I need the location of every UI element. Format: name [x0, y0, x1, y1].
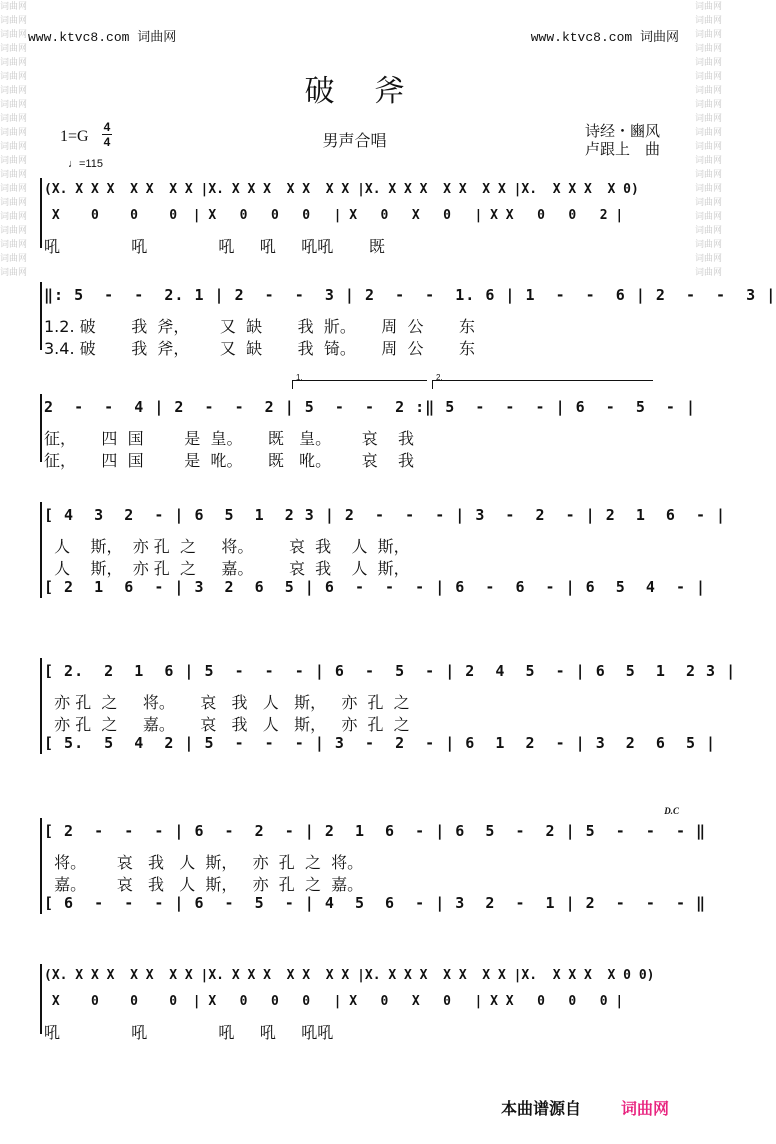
second-ending-label: 2.: [436, 373, 443, 382]
system-bracket: [40, 658, 42, 754]
header-url-right-text: www.ktvc8.com: [530, 30, 633, 45]
system-2-lyric-row: 1.2. 破 我 斧， 又 缺 我 斨。 周 公 东: [44, 317, 476, 336]
system-5-lyric-row: 亦 孔 之 将。 哀 我 人 斯， 亦 孔 之: [44, 693, 410, 712]
watermark-left: 词曲网 词曲网 词曲网 词曲网 词曲网 词曲网 词曲网 词曲网 词曲网 词曲网 词曲网 词曲网 词曲网 词曲网 词曲网 词曲网 词曲网 词曲网 词曲网 词曲网: [0, 2, 28, 278]
song-title: 破斧: [304, 74, 445, 109]
system-bracket: [40, 502, 42, 598]
first-ending-bracket: [292, 373, 427, 389]
system-6-lyric-row: 嘉。 哀 我 人 斯， 亦 孔 之 嘉。: [44, 875, 364, 894]
header-url-left-text: www.ktvc8.com: [28, 30, 130, 45]
meter-top: 4: [103, 120, 111, 134]
header-site-left: 词曲网: [137, 30, 177, 45]
system-6-notes-row: [ 6 - - - | 6 - 5 - | 4 5 6 - | 3 2 - 1 | 2 - - - ‖: [44, 894, 707, 912]
da-capo-marking: D.C: [664, 806, 679, 816]
composer-credit: 卢跟上 曲: [585, 140, 661, 158]
footer-source-text: 本曲谱源自: [500, 1099, 581, 1118]
performance-style: 男声合唱: [322, 131, 387, 150]
system-3-notes-row: 2 - - 4 | 2 - - 2 | 5 - - 2 :‖ 5 - - - | 6 - 5 - |: [44, 398, 696, 416]
system-7-rhythm-row: (X. X X X X X X X |X. X X X X X X X |X. X X X X X X X |X. X X X X 0 0): [44, 968, 655, 983]
key-signature: 1=G: [60, 128, 89, 145]
system-7-rhythm-row: X 0 0 0 | X 0 0 0 | X 0 X 0 | X X 0 0 0 |: [44, 994, 624, 1009]
system-4-lyric-row: 人 斯， 亦 孔 之 嘉。 哀 我 人 斯，: [44, 559, 410, 578]
first-ending-label: 1.: [296, 373, 303, 382]
system-bracket: [40, 818, 42, 914]
meter-bottom: 4: [103, 135, 111, 149]
system-5-lyric-row: 亦 孔 之 嘉。 哀 我 人 斯， 亦 孔 之: [44, 715, 410, 734]
system-1-rhythm-row: (X. X X X X X X X |X. X X X X X X X |X. X X X X X X X |X. X X X X 0): [44, 182, 639, 197]
system-6-lyric-row: 将。 哀 我 人 斯， 亦 孔 之 将。: [44, 853, 364, 872]
system-3-lyric-row: 征， 四 国 是 吪。 既 吪。 哀 我: [44, 451, 415, 470]
system-6-notes-row: [ 2 - - - | 6 - 2 - | 2 1 6 - | 6 5 - 2 | 5 - - - ‖: [44, 822, 707, 840]
system-4-notes-row: [ 4 3 2 - | 6 5 1 2 3 | 2 - - - | 3 - 2 - | 2 1 6 - |: [44, 506, 727, 524]
footer: [501, 1096, 669, 1119]
system-5-notes-row: [ 2. 2 1 6 | 5 - - - | 6 - 5 - | 2 4 5 - | 6 5 1 2 3 |: [44, 662, 737, 680]
system-2-notes-row: ‖: 5 - - 2. 1 | 2 - - 3 | 2 - - 1. 6 | 1 - - 6 | 2 - - 3 |: [44, 286, 776, 304]
header-site-right: 词曲网: [639, 30, 679, 45]
system-1-lyric-row: 吼 吼 吼 吼 吼吼 既: [44, 237, 385, 256]
second-ending-bracket: [432, 373, 653, 389]
header-url-right[interactable]: [531, 26, 679, 45]
system-4-notes-row: [ 2 1 6 - | 3 2 6 5 | 6 - - - | 6 - 6 - | 6 5 4 - |: [44, 578, 707, 596]
tempo-marking: ♩=115: [68, 158, 103, 170]
header-url-left[interactable]: [28, 26, 176, 45]
system-1-rhythm-row: X 0 0 0 | X 0 0 0 | X 0 X 0 | X X 0 0 2 |: [44, 208, 624, 223]
system-7-lyric-row: 吼 吼 吼 吼 吼吼: [44, 1023, 334, 1042]
watermark-right: 词曲网 词曲网 词曲网 词曲网 词曲网 词曲网 词曲网 词曲网 词曲网 词曲网 词曲网 词曲网 词曲网 词曲网 词曲网 词曲网 词曲网 词曲网 词曲网 词曲网: [695, 2, 723, 278]
system-2-lyric-row: 3.4. 破 我 斧， 又 缺 我 锜。 周 公 东: [44, 339, 476, 358]
system-bracket: [40, 964, 42, 1034]
system-bracket: [40, 282, 42, 350]
system-3-lyric-row: 征， 四 国 是 皇。 既 皇。 哀 我: [44, 429, 415, 448]
footer-brand-link[interactable]: 词曲网: [620, 1099, 669, 1118]
system-4-lyric-row: 人 斯， 亦 孔 之 将。 哀 我 人 斯，: [44, 537, 410, 556]
system-bracket: [40, 394, 42, 462]
lyricist-credit: 诗经・豳风: [585, 122, 661, 140]
system-5-notes-row: [ 5. 5 4 2 | 5 - - - | 3 - 2 - | 6 1 2 - | 3 2 6 5 |: [44, 734, 717, 752]
system-bracket: [40, 178, 42, 248]
